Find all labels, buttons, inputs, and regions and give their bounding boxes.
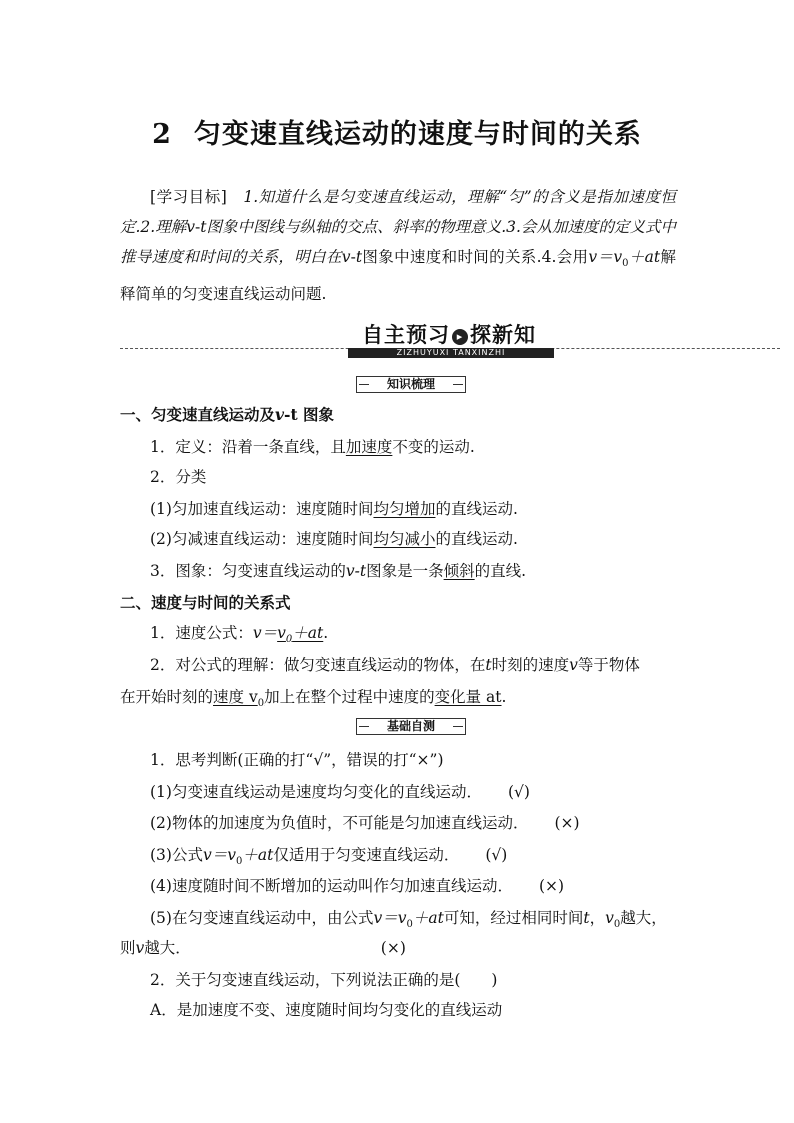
class-item-1: [150, 494, 710, 524]
formula-at: ＋at: [292, 624, 324, 642]
formula-v: v＝: [252, 624, 278, 642]
judge-text: (5)在匀变速直线运动中，由公式: [150, 909, 374, 927]
goals-v: v: [186, 218, 196, 236]
judge-answer: (√): [507, 783, 530, 801]
goals-text: 1.知道什么是匀变速直线运动，理解“匀”的含义是指加速度恒定.2.理解: [120, 188, 676, 236]
section-banner: [0, 320, 794, 360]
goals-t: t: [200, 218, 207, 236]
judge-text: 仅适用于匀变速直线运动．: [273, 846, 460, 864]
goals-formula-sub: 0: [622, 258, 629, 270]
page-title: [0, 112, 794, 151]
banner-title: [352, 322, 546, 348]
formula: v＝v: [373, 909, 407, 927]
vt-symbol: v-t: [345, 562, 367, 580]
learning-goals: [120, 182, 676, 309]
text: .: [501, 688, 507, 706]
tag-knowledge: 知识梳理: [356, 376, 466, 393]
text: 不变的运动.: [392, 438, 475, 456]
symbol-v: v: [135, 939, 145, 957]
text: 时刻的速度: [491, 656, 570, 674]
formula-v0: v: [277, 624, 286, 642]
text: (2)匀减速直线运动：速度随时间: [150, 530, 374, 548]
judge-text: 可知，经过相同时间: [443, 909, 584, 927]
graph-line: [150, 556, 710, 586]
judge-text: (2)物体的加速度为负值时，不可能是匀加速直线运动．: [150, 814, 529, 832]
question-2: 2．关于匀变速直线运动，下列说法正确的是( ): [150, 971, 498, 989]
formula: ＋at: [242, 846, 274, 864]
judge-item-5-cont: [120, 933, 680, 963]
sub: 0: [613, 919, 621, 931]
judge-item-1: [150, 777, 710, 807]
text: 的直线运动.: [435, 500, 518, 518]
text: 加上在整个过程中速度的: [264, 688, 435, 706]
formula: ＋at: [412, 909, 444, 927]
definition-line: [150, 432, 710, 462]
understanding-line: [150, 650, 710, 680]
section-heading: [120, 400, 680, 430]
symbol-v: v: [569, 656, 578, 674]
formula: v＝v: [202, 846, 236, 864]
heading-v: v: [275, 405, 285, 424]
text: 等于物体: [577, 656, 640, 674]
tag-selftest: 基础自测: [356, 718, 466, 735]
text: 图象是一条: [366, 562, 444, 580]
judge-text: 则: [120, 939, 136, 957]
goals-text: 解释简单的匀变速直线运动问题.: [120, 248, 676, 304]
goals-dash: -: [350, 248, 356, 266]
text: 的直线运动.: [435, 530, 518, 548]
sub: 0: [406, 919, 413, 931]
goals-formula-tail: ＋at: [628, 248, 661, 266]
judge-answer: (×): [538, 877, 565, 895]
speed-v: 速度 v: [213, 688, 258, 706]
title-number: 2: [152, 119, 172, 150]
underlined-text: 变化量 at: [434, 688, 502, 706]
judge-answer: (√): [485, 846, 508, 864]
text: 在开始时刻的: [120, 688, 214, 706]
judge-answer: (×): [554, 814, 580, 832]
heading-text: 一、匀变速直线运动及: [120, 405, 276, 424]
goals-text: 图象中速度和时间的关系.4.会用: [362, 248, 589, 266]
text: 1．速度公式：: [150, 624, 253, 642]
heading-tail: -t 图象: [284, 405, 335, 424]
judge-text: 越大，: [620, 909, 667, 927]
title-text: 匀变速直线运动的速度与时间的关系: [193, 119, 642, 150]
understanding-line-2: [120, 682, 680, 719]
underlined-text: 加速度: [345, 438, 393, 456]
goals-t: t: [355, 248, 363, 266]
sub: 0: [235, 856, 243, 868]
symbol-t: t: [485, 656, 492, 674]
banner-pinyin: ZIZHUYUXI TANXINZHI: [348, 348, 554, 358]
banner-left: 自主预习: [362, 323, 450, 347]
sub: 0: [257, 698, 265, 710]
symbol-t: t: [583, 909, 590, 927]
judge-item-2: [150, 808, 710, 838]
formula-sub: 0: [285, 634, 293, 646]
text: 2．对公式的理解：做匀变速直线运动的物体，在: [150, 656, 486, 674]
goals-label: [学习目标]: [150, 188, 227, 206]
question-2-option-a: A．是加速度不变、速度随时间均匀变化的直线运动: [150, 1001, 503, 1019]
judge-answer: (×): [380, 939, 406, 957]
goals-text: 图象中图线与纵轴的交点、斜率的物理意义.3.会从加速度的定义式中推导速度和时间的关系，明白在: [120, 218, 677, 266]
classification-line: 2．分类: [150, 468, 207, 486]
judge-text: (4)速度随时间不断增加的运动叫作匀加速直线运动．: [150, 877, 513, 895]
judge-text: (3)公式: [150, 846, 203, 864]
underlined-formula: [277, 624, 324, 646]
arrow-right-icon: ▸: [452, 329, 468, 345]
goals-v: v: [341, 248, 351, 266]
symbol-v0: v: [605, 909, 614, 927]
goals-dash: -: [195, 218, 201, 236]
underlined-text: 均匀减小: [373, 530, 436, 548]
judge-text: 越大．: [144, 939, 191, 957]
banner-right: 探新知: [470, 323, 536, 347]
underlined-text: [213, 688, 265, 710]
text: 3．图象：匀变速直线运动的: [150, 562, 346, 580]
text: 1．定义：沿着一条直线，且: [150, 438, 346, 456]
text: (1)匀加速直线运动：速度随时间: [150, 500, 374, 518]
underlined-text: 倾斜: [443, 562, 475, 580]
class-item-2: [150, 524, 710, 554]
text: .: [323, 624, 329, 642]
section-heading-2: 二、速度与时间的关系式: [120, 593, 291, 612]
judge-text: (1)匀变速直线运动是速度均匀变化的直线运动．: [150, 783, 482, 801]
goals-formula: v＝v: [588, 248, 623, 266]
underlined-text: 均匀增加: [373, 500, 436, 518]
judge-text: ，: [589, 909, 606, 927]
question-1-head: 1．思考判断(正确的打“√”，错误的打“×”): [150, 751, 444, 769]
judge-item-4: [150, 871, 710, 901]
text: 的直线.: [474, 562, 527, 580]
